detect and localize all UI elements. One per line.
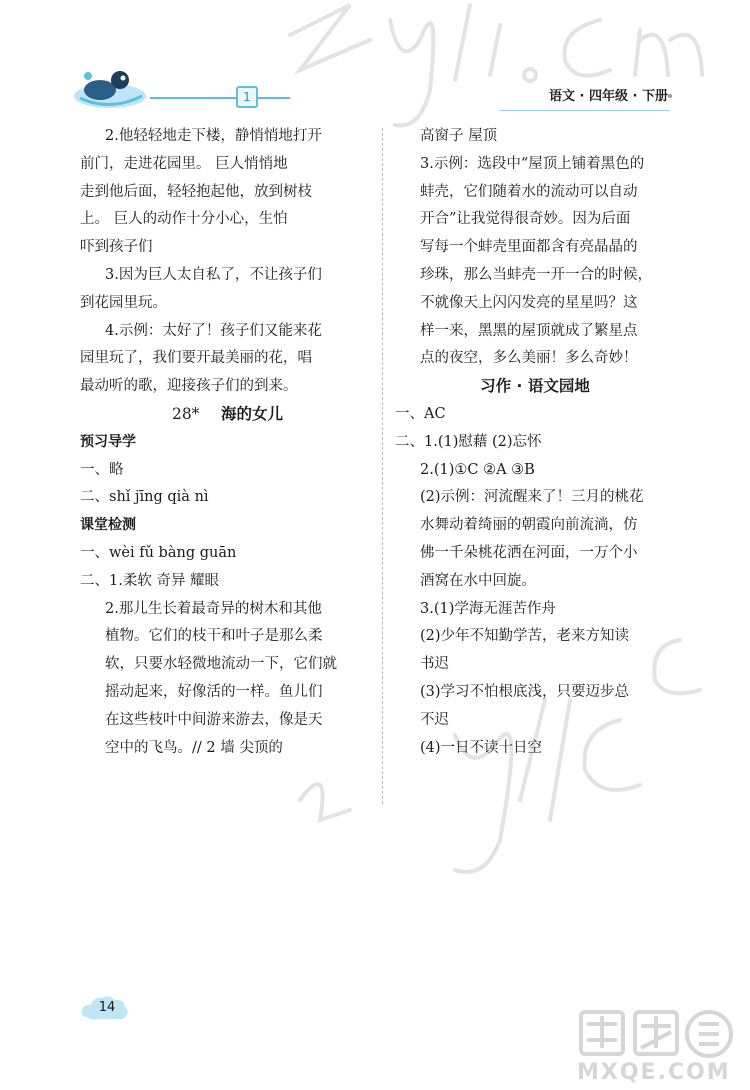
section-writing-heading: 习作 · 语文园地 — [480, 377, 590, 396]
answer-line: 空中的飞鸟。// 2 墙 尖顶的 — [105, 739, 283, 756]
answer-line: 一、AC — [395, 405, 446, 422]
answer-line: 走到他后面，轻轻抱起他，放到树枝 — [80, 183, 312, 200]
answer-line: 二、shǐ jīng qià nì — [80, 489, 209, 506]
answer-line: 3.示例：选段中“屋顶上铺着黑色的 — [420, 155, 645, 172]
answer-line: 开合”让我觉得很奇妙。因为后面 — [420, 211, 631, 228]
header-rule — [150, 97, 290, 99]
answer-line: 前门，走进花园里。 巨人悄悄地 — [80, 155, 288, 172]
answer-line: 珍珠，那么当蚌壳一开一合的时候， — [420, 266, 652, 283]
answer-logo-text: MXQE.COM — [577, 1060, 731, 1085]
answer-line: 植物。它们的枝干和叶子是那么柔 — [105, 628, 323, 645]
answer-line: 上。 巨人的动作十分小心，生怕 — [80, 211, 288, 228]
book-title: 语文 · 四年级 · 下册 — [549, 89, 668, 104]
answer-line: 4.示例：太好了！孩子们又能来花 — [105, 322, 322, 339]
answer-line: 一、略 — [80, 461, 124, 478]
answer-line: 2.他轻轻地走下楼，静悄悄地打开 — [105, 128, 322, 144]
answer-line: 到花园里玩。 — [80, 294, 167, 311]
answer-line: 水舞动着绮丽的朝霞向前流淌，仿 — [420, 517, 638, 534]
answer-line: 在这些枝叶中间游来游去，像是天 — [105, 711, 323, 728]
answer-line: (2)少年不知勤学苦，老来方知读 — [420, 628, 630, 645]
answer-line: (2)示例：河流醒来了！三月的桃花 — [420, 489, 644, 506]
answer-line: 写每一个蚌壳里面都含有亮晶晶的 — [420, 239, 638, 256]
answer-line: 佛一千朵桃花洒在河面，一万个小 — [420, 544, 638, 561]
header-underline — [500, 110, 670, 111]
page-header — [0, 0, 750, 125]
answer-line: 一、wèi fǔ bàng guān — [80, 544, 237, 561]
section-class-heading: 课堂检测 — [80, 517, 136, 534]
page-number: 14 — [98, 1000, 116, 1015]
answer-line: 园里玩了，我们要开最美丽的花，唱 — [80, 350, 312, 367]
answer-line: 酒窝在水中回旋。 — [420, 572, 536, 589]
answer-line: 样一来，黑黑的屋顶就成了繁星点 — [420, 322, 638, 339]
answer-line: 蚌壳，它们随着水的流动可以自动 — [420, 183, 638, 200]
answer-line: 高窗子 屋顶 — [420, 128, 498, 144]
answer-line: (4)一日不读十日空 — [420, 739, 543, 756]
mascot-icon — [70, 62, 150, 112]
answer-line: 点的夜空，多么美丽！多么奇妙！ — [420, 350, 638, 367]
answer-line: 二、1.柔软 奇异 耀眼 — [80, 572, 220, 589]
left-column — [80, 123, 375, 762]
answer-line: 2.(1)①C ②A ③B — [420, 461, 535, 478]
answer-line: 软，只要水轻微地流动一下，它们就 — [105, 656, 337, 673]
column-divider — [382, 128, 383, 804]
header-tab-icon: 1 — [236, 86, 258, 108]
answer-line: 吓到孩子们 — [80, 239, 153, 256]
answer-line: (3)学习不怕根底浅，只要迈步总 — [420, 683, 630, 700]
answer-line: 书迟 — [420, 656, 449, 673]
answer-line: 二、1.(1)慰藉 (2)忘怀 — [395, 433, 542, 450]
section-preview-heading: 预习导学 — [80, 433, 136, 450]
chapter-title: 海的女儿 — [221, 404, 284, 423]
writing-answers — [395, 401, 675, 762]
answer-line: 3.(1)学海无涯苦作舟 — [420, 600, 556, 617]
answer-line: 最动听的歌，迎接孩子们的到来。 — [80, 378, 298, 395]
chapter-heading — [80, 401, 375, 429]
chapter-number: 28* — [171, 404, 200, 423]
answer-line: 不就像天上闪闪发亮的星星吗？这 — [420, 294, 638, 311]
answer-line: 3.因为巨人太自私了，不让孩子们 — [105, 266, 322, 283]
answer-line: 2.那儿生长着最奇异的树木和其他 — [105, 600, 322, 617]
right-column — [395, 123, 675, 762]
answer-line: 不迟 — [420, 711, 449, 728]
header-dot — [668, 94, 672, 98]
answer-line: 摇动起来，好像活的一样。鱼儿们 — [105, 683, 323, 700]
